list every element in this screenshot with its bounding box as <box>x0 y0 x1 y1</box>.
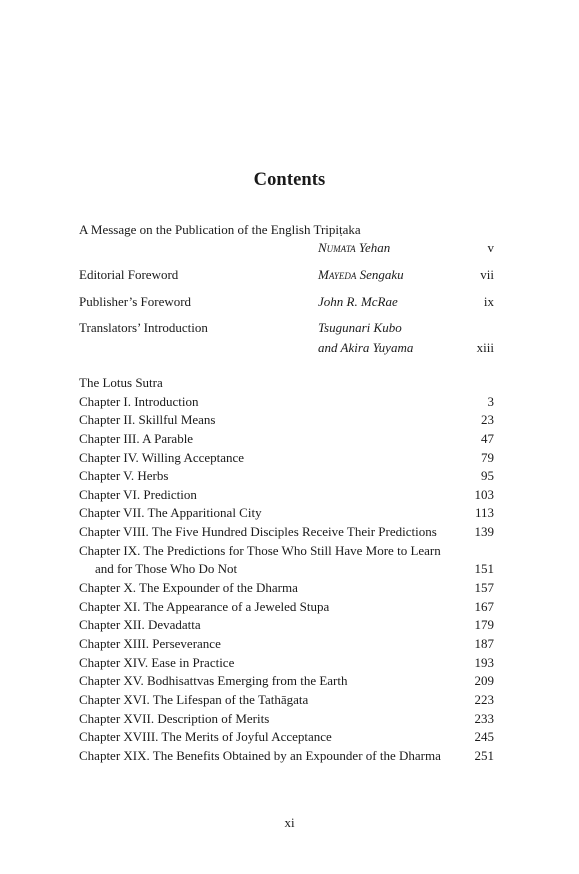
author-given-name: Yehan <box>358 240 391 255</box>
page-title: Contents <box>253 170 326 190</box>
chapter-label: Chapter XVIII. The Merits of Joyful Acceptance <box>79 729 332 745</box>
toc-row-continuation[interactable] <box>79 560 494 579</box>
chapter-label: Chapter VII. The Apparitional City <box>79 505 262 521</box>
chapter-label: Chapter VIII. The Five Hundred Disciples Receive Their Predictions <box>79 524 437 540</box>
chapter-label: Chapter II. Skillful Means <box>79 412 216 428</box>
chapter-page: 167 <box>474 598 494 614</box>
toc-author-translators-line2: and Akira Yuyama <box>318 340 414 355</box>
chapter-page: 3 <box>487 393 494 409</box>
chapter-label: Chapter XIX. The Benefits Obtained by an Expounder of the Dharma <box>79 747 441 763</box>
chapter-label: and for Those Who Do Not <box>95 561 238 577</box>
toc-row[interactable] <box>79 654 494 673</box>
toc-entry-publisher[interactable]: Publisher’s Foreword <box>79 294 192 309</box>
chapter-page: 23 <box>481 412 494 428</box>
chapter-page: 157 <box>474 580 494 596</box>
page-number: xi <box>284 815 295 830</box>
toc-entry-editorial[interactable]: Editorial Foreword <box>79 267 179 282</box>
chapter-label: Chapter XVI. The Lifespan of the Tathāgata <box>79 691 309 707</box>
toc-row[interactable] <box>79 486 494 505</box>
chapter-label: Chapter X. The Expounder of the Dharma <box>79 580 298 596</box>
chapter-page: 139 <box>474 524 494 540</box>
toc-row[interactable] <box>79 598 494 617</box>
chapter-page: 245 <box>474 729 494 745</box>
toc-row[interactable] <box>79 504 494 523</box>
chapter-page: 113 <box>474 505 494 521</box>
toc-row[interactable] <box>79 672 494 691</box>
toc-entry-translators[interactable]: Translators’ Introduction <box>79 320 208 335</box>
chapter-label: Chapter XII. Devadatta <box>79 617 201 633</box>
chapter-label: Chapter XI. The Appearance of a Jeweled Stupa <box>79 598 330 614</box>
chapter-page: 179 <box>474 617 494 633</box>
chapter-label: Chapter V. Herbs <box>79 468 169 484</box>
chapter-page: 209 <box>474 673 494 689</box>
toc-row[interactable] <box>79 449 494 468</box>
chapter-label: Chapter XIV. Ease in Practice <box>79 654 235 670</box>
author-family-name: Mayeda <box>318 267 357 282</box>
toc-row[interactable] <box>79 430 494 449</box>
toc-row[interactable] <box>79 542 494 561</box>
chapter-page: 79 <box>481 449 494 465</box>
toc-page-message: v <box>487 240 494 255</box>
toc-author-editorial <box>318 265 404 284</box>
toc-row[interactable] <box>79 411 494 430</box>
toc-entry-message[interactable]: A Message on the Publication of the English Tripiṭaka <box>79 222 361 237</box>
toc-page-editorial: vii <box>480 267 494 282</box>
toc-row[interactable] <box>79 393 494 412</box>
toc-row[interactable] <box>79 728 494 747</box>
chapter-page: 233 <box>474 710 494 726</box>
section-title: The Lotus Sutra <box>79 375 163 390</box>
chapter-page: 47 <box>481 430 494 446</box>
toc-author-translators-line1: Tsugunari Kubo <box>318 320 402 335</box>
chapter-label: Chapter I. Introduction <box>79 393 199 409</box>
chapter-label: Chapter XVII. Description of Merits <box>79 710 270 726</box>
chapter-page: 95 <box>481 468 494 484</box>
chapter-label: Chapter IX. The Predictions for Those Who Still Have More to Learn <box>79 542 441 558</box>
chapter-label: Chapter VI. Prediction <box>79 486 197 502</box>
toc-row[interactable] <box>79 710 494 729</box>
toc-row[interactable] <box>79 747 494 766</box>
chapter-label: Chapter XV. Bodhisattvas Emerging from the Earth <box>79 673 348 689</box>
chapter-page: 223 <box>474 691 494 707</box>
chapter-label: Chapter III. A Parable <box>79 430 194 446</box>
chapter-page: 251 <box>474 747 494 763</box>
toc-row[interactable] <box>79 691 494 710</box>
toc-row[interactable] <box>79 579 494 598</box>
chapter-label: Chapter IV. Willing Acceptance <box>79 449 245 465</box>
section-heading <box>79 374 494 393</box>
chapter-page: 193 <box>474 654 494 670</box>
chapter-label: Chapter XIII. Perseverance <box>79 635 221 651</box>
toc-page-publisher: ix <box>483 294 494 309</box>
toc-row[interactable] <box>79 635 494 654</box>
toc-page-translators: xiii <box>476 340 494 355</box>
chapter-page: 187 <box>474 635 494 651</box>
author-given-name: Sengaku <box>359 267 404 282</box>
chapter-page: 103 <box>474 486 494 502</box>
toc-list <box>79 374 494 765</box>
toc-author-publisher: John R. McRae <box>318 294 398 309</box>
author-family-name: Numata <box>318 240 356 255</box>
toc-author-message <box>318 238 390 257</box>
toc-row[interactable] <box>79 523 494 542</box>
toc-row[interactable] <box>79 467 494 486</box>
toc-row[interactable] <box>79 616 494 635</box>
chapter-page: 151 <box>474 561 494 577</box>
